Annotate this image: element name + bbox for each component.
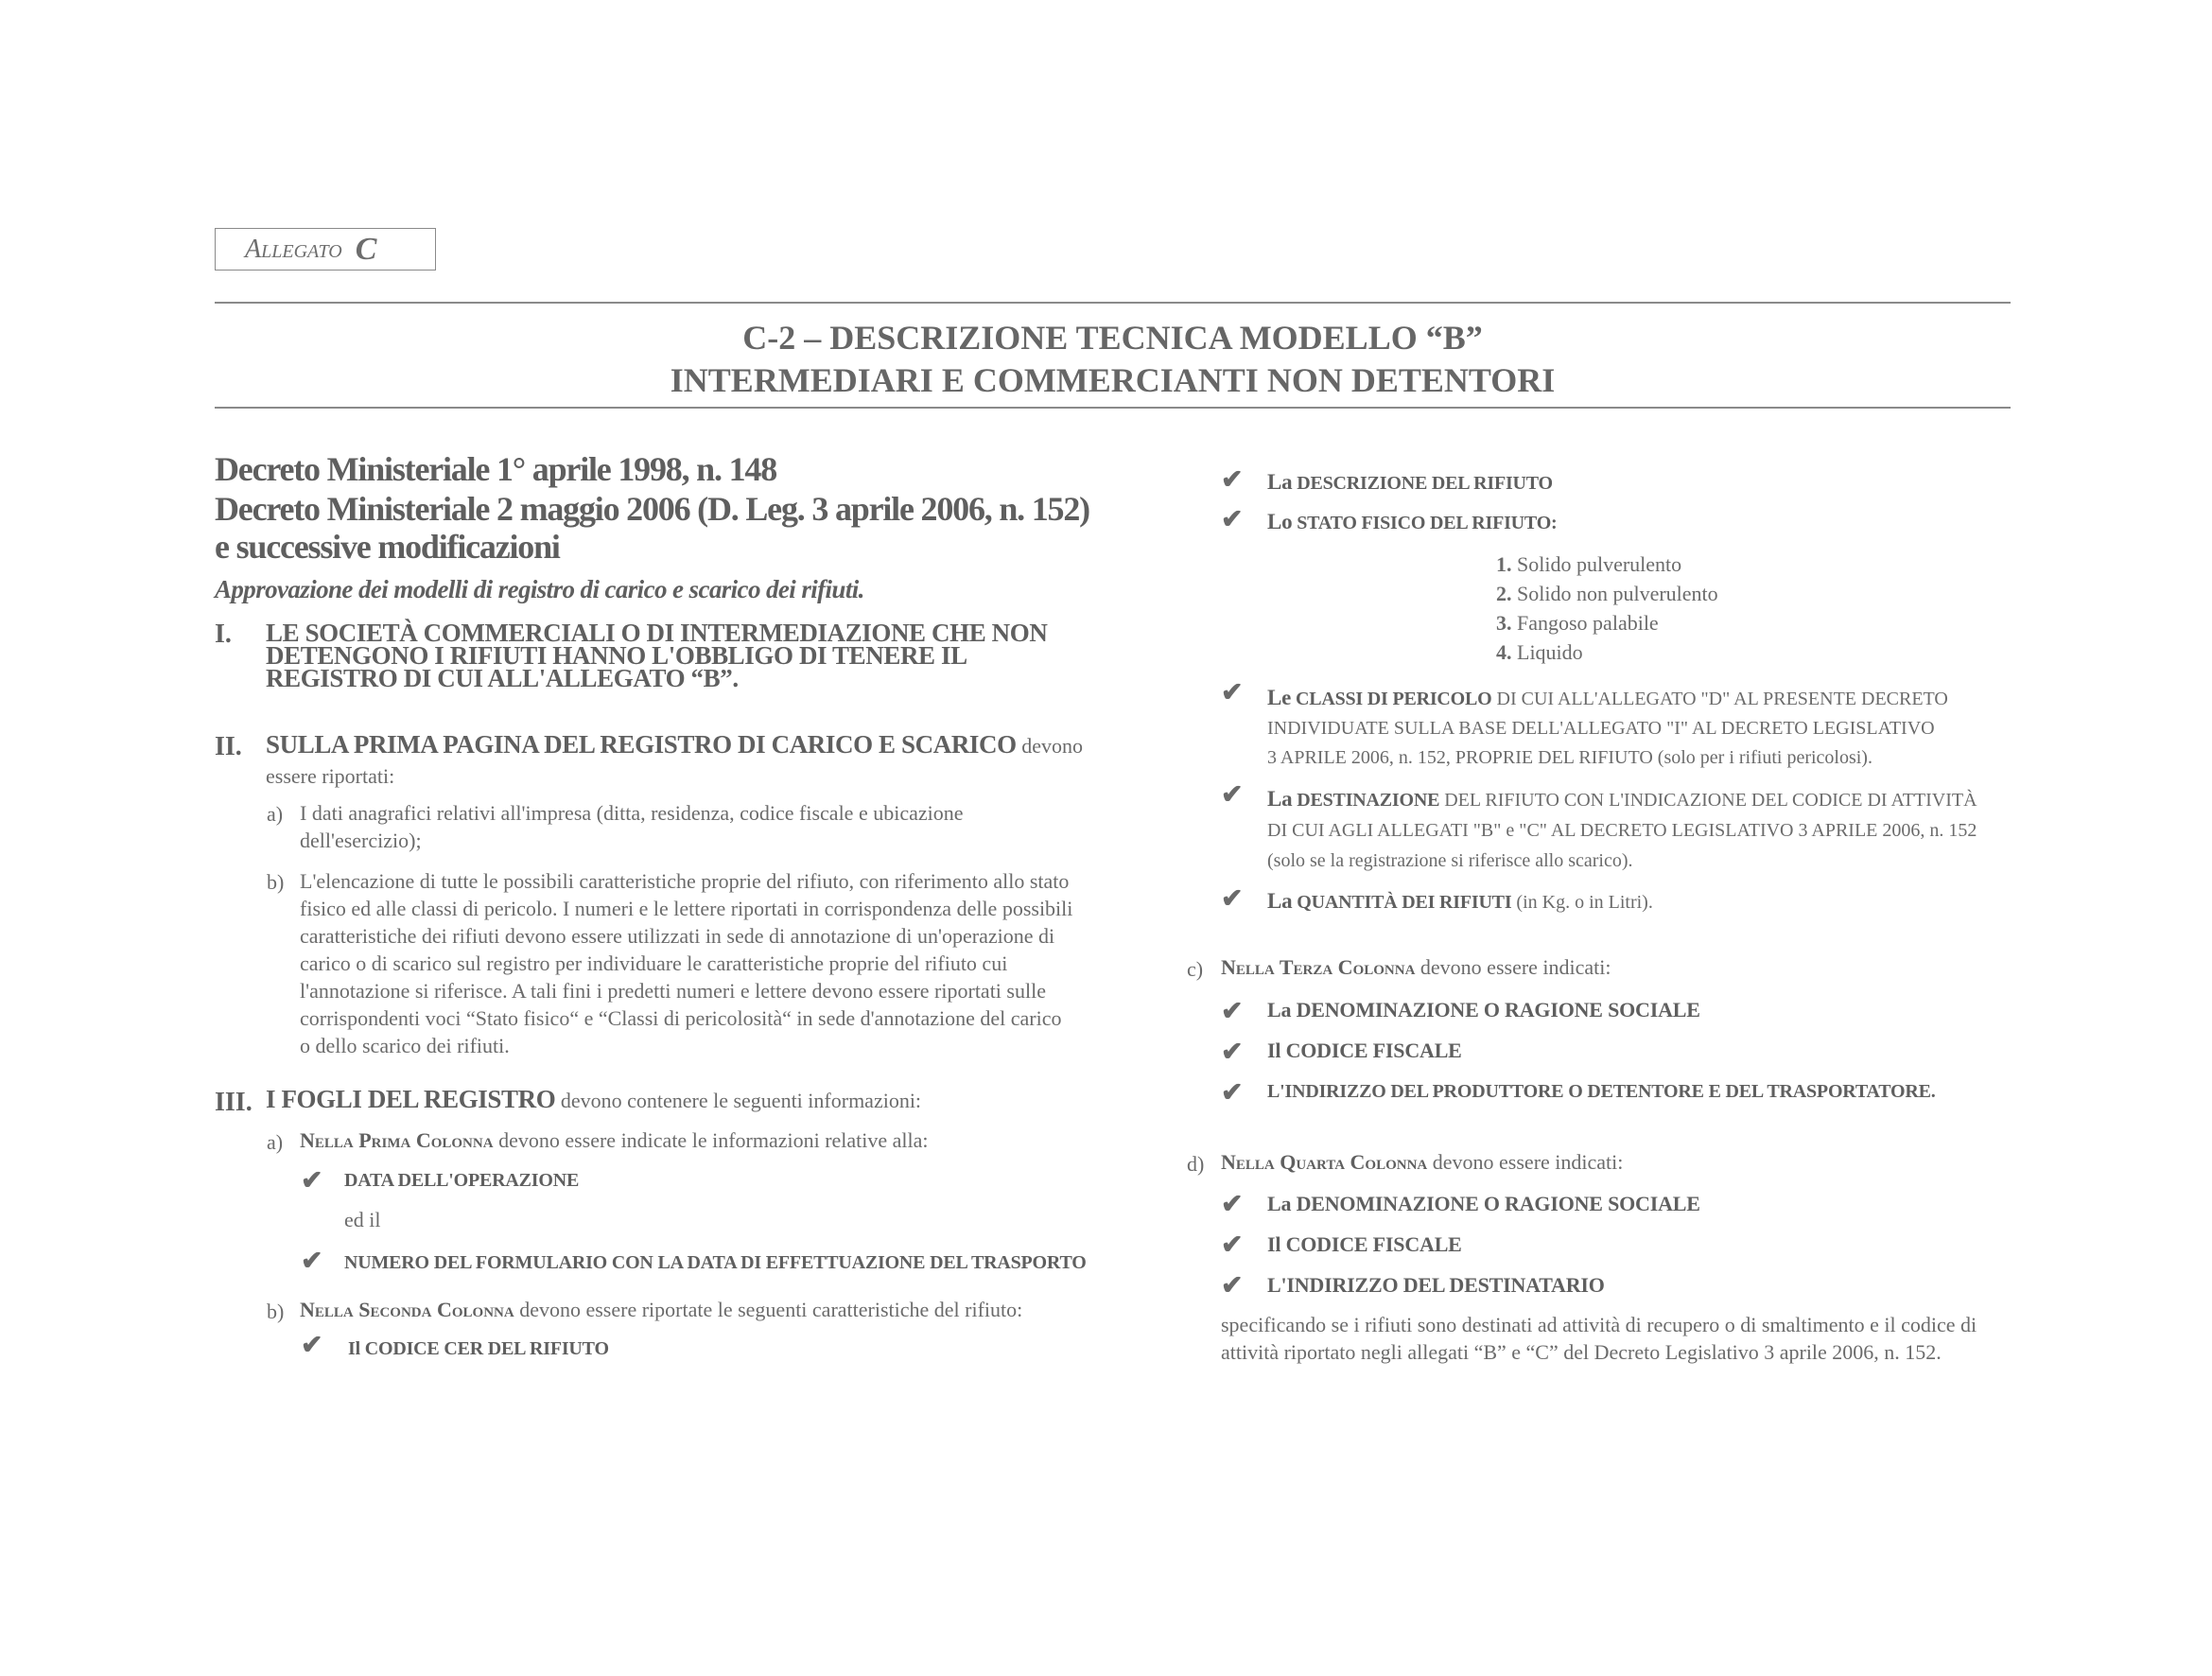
section-2-heading-bold: SULLA PRIMA PAGINA DEL REGISTRO DI CARICO E SCARICO: [266, 730, 1017, 759]
list-item: La QUANTITÀ DEI RIFIUTI (in Kg. o in Litri).: [1267, 889, 1653, 913]
badge-word: Allegato: [245, 234, 342, 264]
list-item: L'INDIRIZZO DEL PRODUTTORE O DETENTORE E DEL TRASPORTATORE.: [1267, 1081, 1936, 1102]
check-icon: ✔: [1221, 780, 1244, 810]
text-line: corrispondenti voci “Stato fisico“ e “Classi di pericolosità“ in sede d'annotazione del carico: [300, 1006, 1062, 1030]
decree-subtitle: Approvazione dei modelli di registro di carico e scarico dei rifiuti.: [215, 575, 864, 603]
list-item: La DENOMINAZIONE O RAGIONE SOCIALE: [1267, 1192, 1700, 1215]
column-heading: Nella Prima Colonna: [300, 1128, 494, 1152]
column-heading-tail: devono essere indicate le informazioni relative alla:: [493, 1128, 929, 1152]
decree-line-1: Decreto Ministeriale 1° aprile 1998, n. 148: [215, 450, 776, 488]
list-item: [1267, 510, 1558, 534]
check-icon: ✔: [301, 1247, 323, 1276]
check-icon: ✔: [1221, 465, 1244, 495]
list-item: La DESTINAZIONE DEL RIFIUTO CON L'INDICAZIONE DEL CODICE DI ATTIVITÀ DI CUI AGLI ALLEGATI "B" e "C" AL DECRETO LEGISLATIVO 3 APRILE 2006, n. 152 (solo se la registrazione si riferisce allo scarico).: [1267, 787, 1977, 871]
section-2-heading-tail: devono: [1016, 734, 1084, 758]
section-3-b-heading: [300, 1298, 1022, 1322]
section-2-line2: essere riportati:: [266, 764, 395, 788]
page-title-line1: C-2 – DESCRIZIONE TECNICA MODELLO “B”: [742, 319, 1483, 357]
check-icon: ✔: [301, 1331, 323, 1360]
list-item: L'INDIRIZZO DEL DESTINATARIO: [1267, 1273, 1605, 1297]
text-line: dell'esercizio);: [300, 829, 422, 852]
section-3-heading-bold: I FOGLI DEL REGISTRO: [266, 1085, 556, 1113]
item-bold: DESCRIZIONE DEL RIFIUTO: [1292, 473, 1553, 494]
text-line: fisico ed alle classi di pericolo. I numeri e le lettere riportati in corrispondenza delle possibili: [300, 897, 1073, 920]
section-3-number: III.: [215, 1088, 253, 1117]
text-line: L'elencazione di tutte le possibili caratteristiche proprie del rifiuto, con riferimento allo stato: [300, 869, 1070, 893]
section-3-a-heading: [300, 1128, 929, 1153]
decree-line-3: e successive modificazioni: [215, 528, 560, 566]
section-2-b-label: b): [267, 870, 285, 894]
check-icon: ✔: [1221, 1078, 1244, 1108]
check-icon: ✔: [1221, 505, 1244, 534]
closing-paragraph: [1221, 1311, 1977, 1366]
list-item: La DENOMINAZIONE O RAGIONE SOCIALE: [1267, 998, 1700, 1021]
text-line: carico o di scarico sul registro per individuare le caratteristiche proprie del rifiuto cui: [300, 951, 1008, 975]
section-2-b-text: [300, 867, 1072, 1059]
section-2-a-text: [300, 799, 964, 854]
list-item: NUMERO DEL FORMULARIO CON LA DATA DI EFFETTUAZIONE DEL TRASPORTO: [344, 1252, 1087, 1273]
section-1-line: DETENGONO I RIFIUTI HANNO L'OBBLIGO DI TENERE IL: [266, 641, 967, 670]
list-item: Il CODICE FISCALE: [1267, 1039, 1462, 1062]
text-line: o dello scarico dei rifiuti.: [300, 1034, 510, 1057]
state-item: 2. Solido non pulverulento: [1496, 582, 1718, 605]
section-1-line: LE SOCIETÀ COMMERCIALI O DI INTERMEDIAZIONE CHE NON: [266, 619, 1048, 647]
text-line: I dati anagrafici relativi all'impresa (ditta, residenza, codice fiscale e ubicazione: [300, 801, 964, 825]
check-icon: ✔: [1221, 678, 1244, 707]
item-prefix: La: [1267, 470, 1293, 494]
check-icon: ✔: [1221, 1190, 1244, 1219]
check-icon: ✔: [301, 1166, 323, 1196]
right-c-label: c): [1187, 957, 1204, 981]
page-title-line2: INTERMEDIARI E COMMERCIANTI NON DETENTORI: [670, 361, 1556, 399]
state-item: 4. Liquido: [1496, 640, 1583, 664]
bottom-rule: [215, 407, 2011, 409]
text-line: l'annotazione si riferisce. A tali fini i predetti numeri e lettere devono essere riportati sulle: [300, 979, 1046, 1003]
section-1-number: I.: [215, 620, 232, 649]
section-1-text: [266, 621, 1047, 690]
right-d-heading: Nella Quarta Colonna devono essere indicati:: [1221, 1150, 1624, 1174]
section-3-a-label: a): [267, 1130, 284, 1154]
list-item: [1267, 470, 1553, 495]
list-item: Le CLASSI DI PERICOLO DI CUI ALL'ALLEGATO "D" AL PRESENTE DECRETO INDIVIDUATE SULLA BASE DELL'ALLEGATO "I" AL DECRETO LEGISLATIVO 3 APRILE 2006, n. 152, PROPRIE DEL RIFIUTO (solo per i rifiuti pericolosi).: [1267, 686, 1948, 768]
section-2-number: II.: [215, 732, 242, 761]
check-icon: ✔: [1221, 1231, 1244, 1260]
section-3-b-label: b): [267, 1300, 285, 1323]
column-heading-tail: devono essere riportate le seguenti caratteristiche del rifiuto:: [514, 1298, 1023, 1321]
item-prefix: Lo: [1267, 510, 1293, 533]
section-1-line: REGISTRO DI CUI ALL'ALLEGATO “B”.: [266, 664, 739, 692]
list-item: Il CODICE CER DEL RIFIUTO: [348, 1338, 609, 1359]
right-d-label: d): [1187, 1152, 1205, 1176]
check-icon: ✔: [1221, 884, 1244, 914]
section-2-heading: [266, 730, 1084, 759]
section-3-heading-tail: devono contenere le seguenti informazioni:: [555, 1089, 922, 1112]
state-item: 1. Solido pulverulento: [1496, 552, 1682, 576]
check-icon: ✔: [1221, 997, 1244, 1026]
top-rule: [215, 302, 2011, 304]
item-bold: STATO FISICO DEL RIFIUTO:: [1292, 513, 1558, 533]
allegato-badge: [215, 228, 436, 271]
column-heading: Nella Seconda Colonna: [300, 1298, 514, 1321]
list-item: DATA DELL'OPERAZIONE: [344, 1170, 580, 1191]
decree-line-2: Decreto Ministeriale 2 maggio 2006 (D. Leg. 3 aprile 2006, n. 152): [215, 490, 1089, 528]
check-icon: ✔: [1221, 1271, 1244, 1301]
list-item: Il CODICE FISCALE: [1267, 1232, 1462, 1256]
state-item: 3. Fangoso palabile: [1496, 611, 1659, 635]
connector-text: ed il: [344, 1208, 381, 1231]
physical-states-list: [1496, 550, 1718, 667]
text-line: specificando se i rifiuti sono destinati ad attività di recupero o di smaltimento e il codice di: [1221, 1313, 1977, 1336]
text-line: attività riportato negli allegati “B” e “C” del Decreto Legislativo 3 aprile 2006, n. 152.: [1221, 1340, 1942, 1364]
section-2-a-label: a): [267, 802, 284, 826]
badge-letter: C: [355, 231, 377, 267]
right-c-heading: Nella Terza Colonna devono essere indicati:: [1221, 955, 1611, 979]
check-icon: ✔: [1221, 1038, 1244, 1067]
text-line: caratteristiche dei rifiuti devono essere utilizzati in sede di annotazione di un'operazione di: [300, 924, 1055, 948]
section-3-heading: [266, 1085, 922, 1113]
